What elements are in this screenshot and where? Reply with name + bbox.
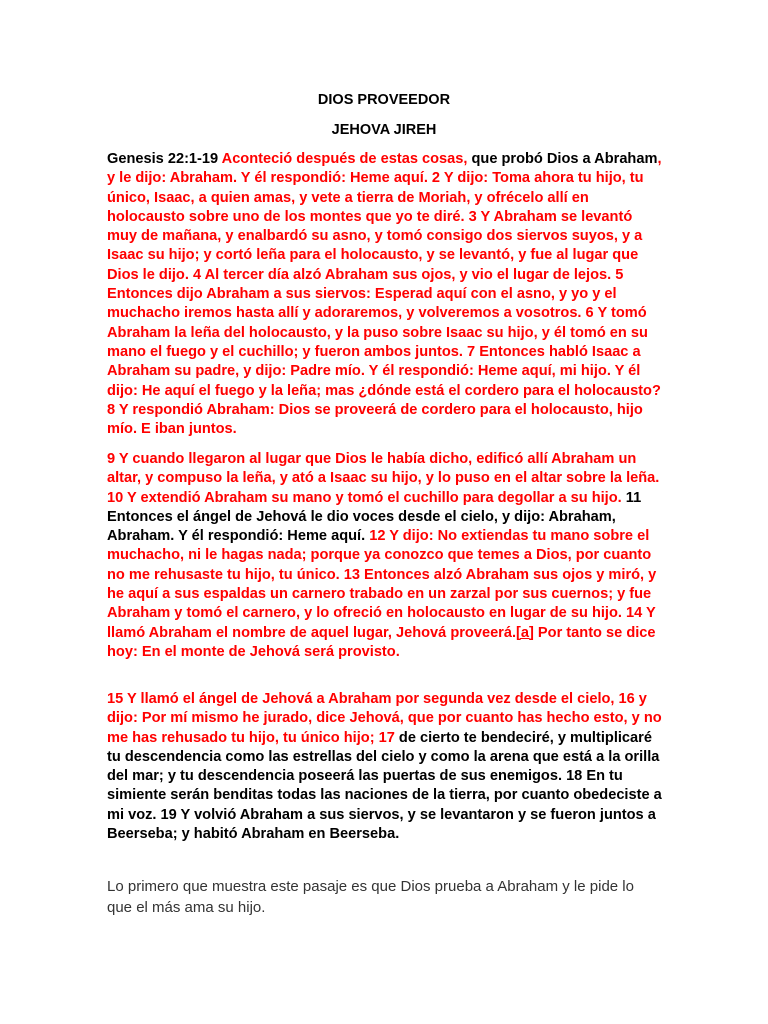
verse-segment: 12 Y dijo: No extiendas tu mano sobre el muchacho, ni le hagas nada; porque ya conozco que temes a Dios, por cuanto no me rehusaste tu hijo, tu único. 13 Entonces alzó Abraham sus ojos y miró, y he aquí a sus espaldas un carnero trabado en un zarzal por sus cuernos; y fue Abraham y tomó el carnero, y lo ofreció en holocausto en lugar de su hijo. 14 Y llamó Abraham el nombre de aquel lugar, Jehová proveerá. <box>107 528 657 641</box>
verse-segment: que probó Dios a Abraham <box>471 151 658 167</box>
verse-segment: de cierto te bendeciré, y multiplicaré tu descendencia como las estrellas del cielo y como la arena que está a la orilla del mar; y tu descendencia poseerá las puertas de sus enemigos. 18 En tu simiente serán benditas todas las naciones de la tierra, por cuanto obedeciste a mi voz. 19 Y volvió Abraham a sus siervos, y se levantaron y se fueron juntos a Beerseba; y habitó Abraham en Beerseba. <box>107 729 662 843</box>
verse-segment: Por tanto se dice hoy: En el monte de Jehová será provisto. <box>107 624 656 660</box>
scripture-paragraph-3 <box>107 690 663 844</box>
scripture-paragraph-1 <box>107 150 663 439</box>
footnote-link[interactable]: [a] <box>516 624 534 641</box>
verse-segment: Aconteció después de estas cosas, <box>221 151 472 167</box>
verse-segment: 9 Y cuando llegaron al lugar que Dios le había dicho, edificó allí Abraham un altar, y compuso la leña, y ató a Isaac su hijo, y lo puso en el altar sobre la leña. 10 Y extendió Abraham su mano y tomó el cuchillo para degollar a su hijo. <box>107 451 660 506</box>
page-title: DIOS PROVEEDOR <box>317 92 451 108</box>
verse-segment: 11 Entonces el ángel de Jehová le dio voces desde el cielo, y dijo: Abraham, Abraham. Y él respondió: Heme aquí. <box>107 489 642 545</box>
commentary-paragraph: Lo primero que muestra este pasaje es que Dios prueba a Abraham y le pide lo que el más ama su hijo. <box>107 878 634 916</box>
verse-segment: 15 Y llamó el ángel de Jehová a Abraham por segunda vez desde el cielo, 16 y dijo: Por mí mismo he jurado, dice Jehová, que por cuanto has hecho esto, y no me has rehusado tu hijo, tu único hijo; 17 <box>107 691 662 746</box>
scripture-paragraph-2 <box>107 450 663 662</box>
verse-segment: , y le dijo: Abraham. Y él respondió: Heme aquí. 2 Y dijo: Toma ahora tu hijo, tu único, Isaac, a quien amas, y vete a tierra de Moriah, y ofrécelo allí en holocausto sobre uno de los montes que yo te diré. 3 Y Abraham se levantó muy de mañana, y enalbardó su asno, y tomó consigo dos siervos suyos, y a Isaac su hijo; y cortó leña para el holocausto, y se levantó, y fue al lugar que Dios le dijo. 4 Al tercer día alzó Abraham sus ojos, y vio el lugar de lejos. 5 Entonces dijo Abraham a sus siervos: Esperad aquí con el asno, y yo y el muchacho iremos hasta allí y adoraremos, y volveremos a vosotros. 6 Y tomó Abraham la leña del holocausto, y la puso sobre Isaac su hijo, y él tomó en su mano el fuego y el cuchillo; y fueron ambos juntos. 7 Entonces habló Isaac a Abraham su padre, y dijo: Padre mío. Y él respondió: Heme aquí, mi hijo. Y él dijo: He aquí el fuego y la leña; mas ¿dónde está el cordero para el holocausto? 8 Y respondió Abraham: Dios se proveerá de cordero para el holocausto, hijo mío. E iban juntos. <box>107 151 662 438</box>
verse-segment: Genesis 22:1-19 <box>107 151 222 167</box>
page-subtitle: JEHOVA JIREH <box>331 122 437 138</box>
